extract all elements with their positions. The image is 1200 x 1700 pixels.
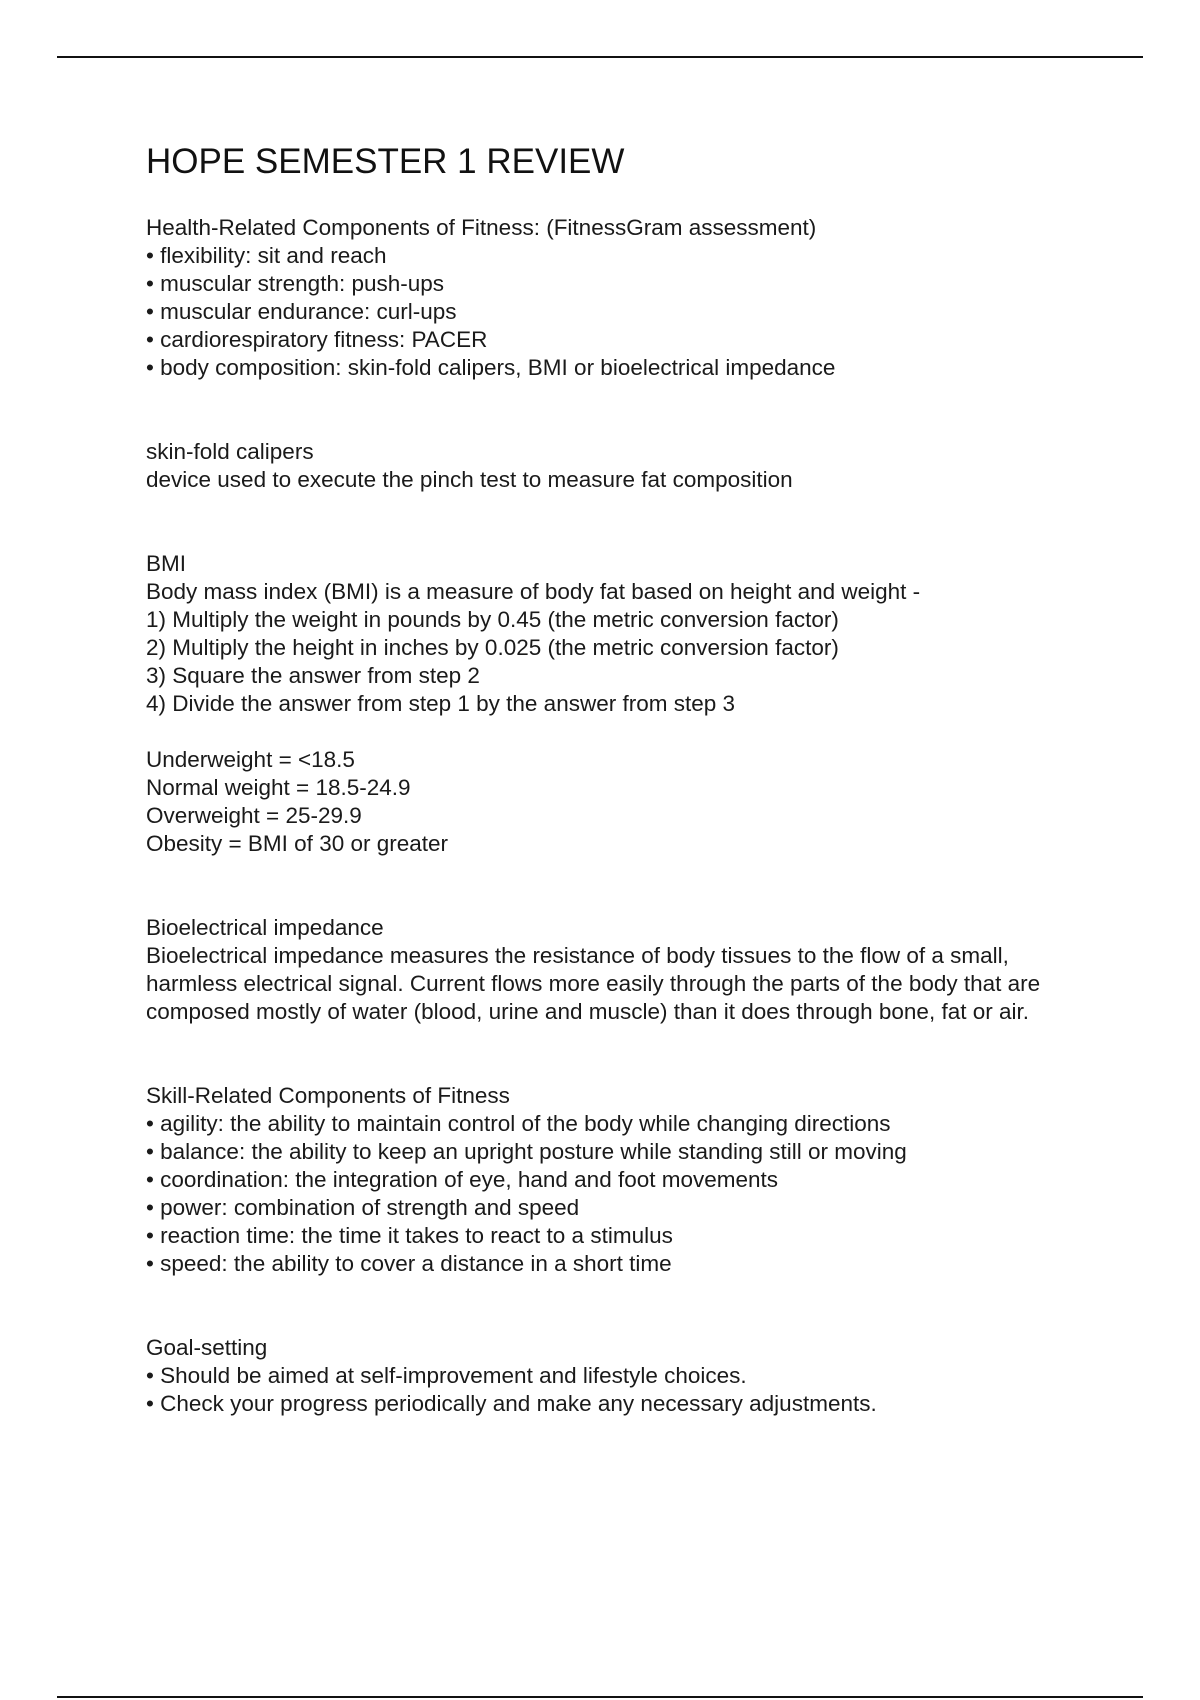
skill-section xyxy=(146,1082,1086,1278)
calipers-section xyxy=(146,438,1086,494)
calipers-text: device used to execute the pinch test to measure fat composition xyxy=(146,467,793,492)
skill-heading: Skill-Related Components of Fitness xyxy=(146,1083,510,1108)
goals-heading: Goal-setting xyxy=(146,1335,268,1360)
list-item: • balance: the ability to keep an upright posture while standing still or moving xyxy=(146,1139,907,1164)
health-section xyxy=(146,214,1086,382)
list-item: • Check your progress periodically and make any necessary adjustments. xyxy=(146,1391,877,1416)
bmi-range: Overweight = 25-29.9 xyxy=(146,803,362,828)
bmi-range: Underweight = <18.5 xyxy=(146,747,355,772)
list-item: • coordination: the integration of eye, hand and foot movements xyxy=(146,1167,779,1192)
list-item: • body composition: skin-fold calipers, BMI or bioelectrical impedance xyxy=(146,355,836,380)
bmi-intro: Body mass index (BMI) is a measure of body fat based on height and weight - xyxy=(146,579,921,604)
bottom-rule xyxy=(57,1696,1143,1698)
list-item: • muscular strength: push-ups xyxy=(146,271,445,296)
bmi-heading: BMI xyxy=(146,551,187,576)
list-item: • agility: the ability to maintain control of the body while changing directions xyxy=(146,1111,891,1136)
bmi-step: 4) Divide the answer from step 1 by the answer from step 3 xyxy=(146,691,736,716)
health-heading: Health-Related Components of Fitness: (FitnessGram assessment) xyxy=(146,215,817,240)
list-item: • power: combination of strength and speed xyxy=(146,1195,580,1220)
top-rule xyxy=(57,56,1143,58)
bmi-step: 1) Multiply the weight in pounds by 0.45 (the metric conversion factor) xyxy=(146,607,839,632)
list-item: • speed: the ability to cover a distance in a short time xyxy=(146,1251,672,1276)
document-body xyxy=(146,140,1086,1418)
list-item: • Should be aimed at self-improvement and lifestyle choices. xyxy=(146,1363,747,1388)
list-item: • muscular endurance: curl-ups xyxy=(146,299,457,324)
bmi-section xyxy=(146,550,1086,858)
bmi-range: Normal weight = 18.5-24.9 xyxy=(146,775,411,800)
calipers-heading: skin-fold calipers xyxy=(146,439,314,464)
bioelectrical-text: Bioelectrical impedance measures the resistance of body tissues to the flow of a small, harmless electrical signal. Current flows more easily through the parts of the body that are composed mostly of water (blood, urine and muscle) than it does through bone, fat or air. xyxy=(146,943,1041,1024)
list-item: • flexibility: sit and reach xyxy=(146,243,387,268)
bioelectrical-heading: Bioelectrical impedance xyxy=(146,915,384,940)
bioelectrical-section xyxy=(146,914,1086,1026)
bmi-step: 2) Multiply the height in inches by 0.025 (the metric conversion factor) xyxy=(146,635,839,660)
list-item: • reaction time: the time it takes to react to a stimulus xyxy=(146,1223,673,1248)
goals-section xyxy=(146,1334,1086,1418)
bmi-step: 3) Square the answer from step 2 xyxy=(146,663,480,688)
page-title: HOPE SEMESTER 1 REVIEW xyxy=(146,142,625,181)
list-item: • cardiorespiratory fitness: PACER xyxy=(146,327,488,352)
bmi-range: Obesity = BMI of 30 or greater xyxy=(146,831,449,856)
